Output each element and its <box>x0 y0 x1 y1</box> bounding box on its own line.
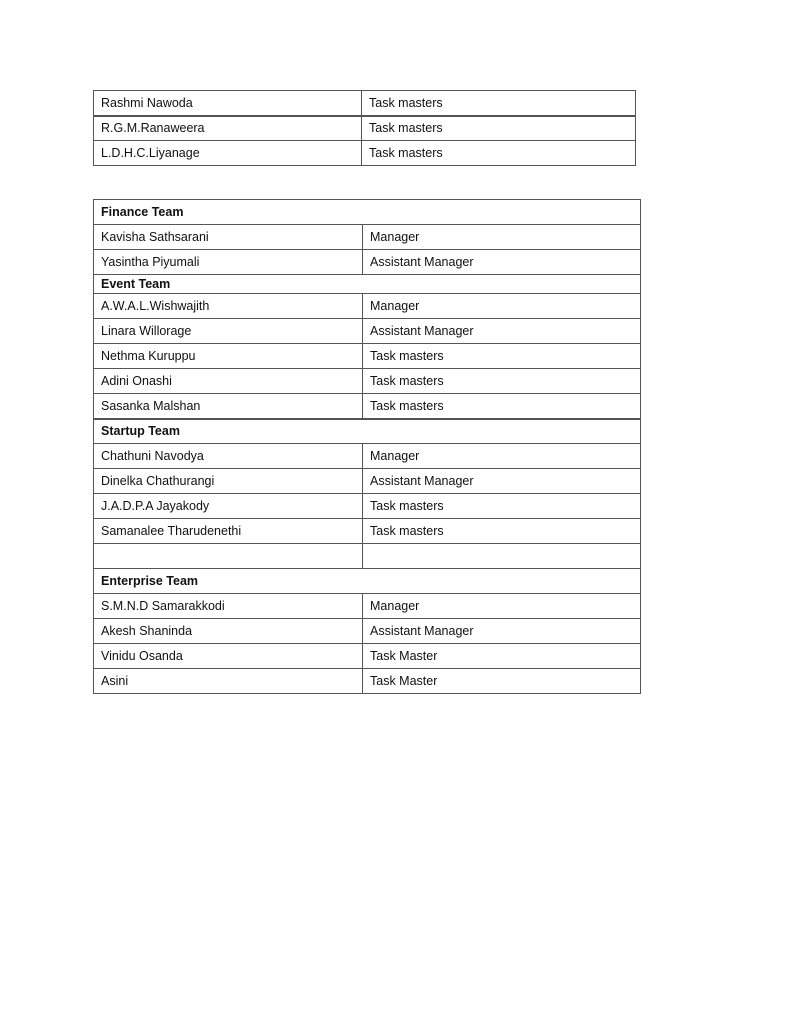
table-row <box>94 225 641 250</box>
member-role: Task masters <box>362 91 636 116</box>
member-role <box>363 544 641 569</box>
table-row <box>94 141 636 166</box>
table-row <box>94 619 641 644</box>
empty-row <box>94 544 641 569</box>
event-team-heading: Event Team <box>94 275 641 294</box>
table-row <box>94 344 641 369</box>
table-row <box>94 250 641 275</box>
team-header-row <box>94 200 641 225</box>
table-row <box>94 669 641 694</box>
team-header-row <box>94 275 641 294</box>
member-role: Manager <box>363 294 641 319</box>
member-role: Task masters <box>363 494 641 519</box>
member-role: Task masters <box>363 369 641 394</box>
table-row <box>94 116 636 141</box>
finance-team-heading: Finance Team <box>94 200 641 225</box>
member-name: L.D.H.C.Liyanage <box>94 141 362 166</box>
table-row <box>94 91 636 116</box>
member-name: Samanalee Tharudenethi <box>94 519 363 544</box>
member-name: Dinelka Chathurangi <box>94 469 363 494</box>
team-header-row <box>94 419 641 444</box>
member-name: Kavisha Sathsarani <box>94 225 363 250</box>
member-name: A.W.A.L.Wishwajith <box>94 294 363 319</box>
member-name: Linara Willorage <box>94 319 363 344</box>
member-name: Chathuni Navodya <box>94 444 363 469</box>
table-row <box>94 394 641 419</box>
table-row <box>94 594 641 619</box>
member-name: J.A.D.P.A Jayakody <box>94 494 363 519</box>
member-role: Assistant Manager <box>363 619 641 644</box>
table-row <box>94 494 641 519</box>
member-name: Vinidu Osanda <box>94 644 363 669</box>
member-role: Assistant Manager <box>363 250 641 275</box>
team-header-row <box>94 569 641 594</box>
teams-table <box>93 199 641 694</box>
member-name <box>94 544 363 569</box>
table-row <box>94 444 641 469</box>
members-table-continued <box>93 90 636 166</box>
member-role: Assistant Manager <box>363 319 641 344</box>
table-row <box>94 519 641 544</box>
table-row <box>94 369 641 394</box>
member-role: Task masters <box>362 141 636 166</box>
member-role: Manager <box>363 444 641 469</box>
member-role: Task Master <box>363 669 641 694</box>
member-name: Asini <box>94 669 363 694</box>
member-role: Task masters <box>363 394 641 419</box>
member-name: S.M.N.D Samarakkodi <box>94 594 363 619</box>
enterprise-team-heading: Enterprise Team <box>94 569 641 594</box>
member-role: Manager <box>363 594 641 619</box>
member-role: Task Master <box>363 644 641 669</box>
member-name: Rashmi Nawoda <box>94 91 362 116</box>
member-name: R.G.M.Ranaweera <box>94 116 362 141</box>
startup-team-heading: Startup Team <box>94 419 641 444</box>
member-role: Task masters <box>363 344 641 369</box>
table-row <box>94 469 641 494</box>
member-role: Manager <box>363 225 641 250</box>
table-row <box>94 294 641 319</box>
table-row <box>94 644 641 669</box>
member-name: Yasintha Piyumali <box>94 250 363 275</box>
member-role: Assistant Manager <box>363 469 641 494</box>
member-role: Task masters <box>363 519 641 544</box>
member-role: Task masters <box>362 116 636 141</box>
member-name: Nethma Kuruppu <box>94 344 363 369</box>
member-name: Adini Onashi <box>94 369 363 394</box>
table-row <box>94 319 641 344</box>
member-name: Akesh Shaninda <box>94 619 363 644</box>
member-name: Sasanka Malshan <box>94 394 363 419</box>
